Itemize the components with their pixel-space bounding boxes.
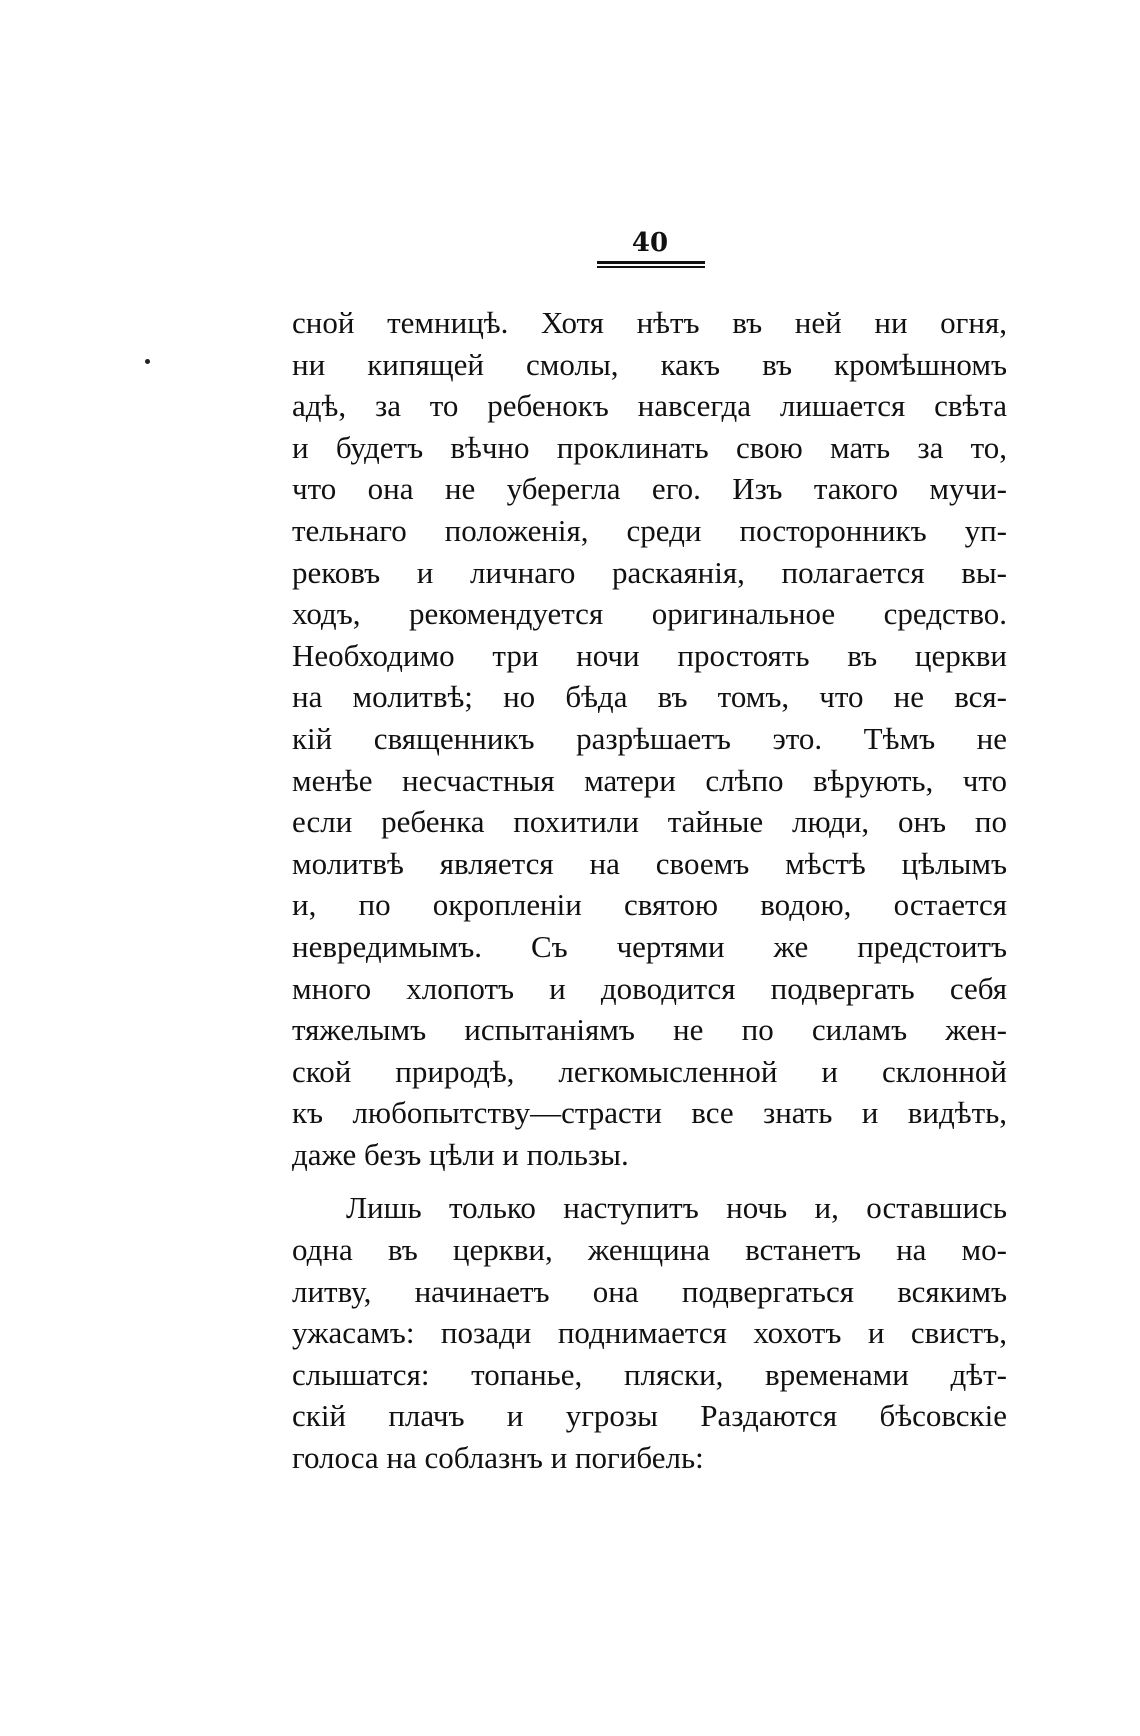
text-line: даже безъ цѣли и пользы. (292, 1136, 629, 1172)
text-line: много хлопотъ и доводится подвергать себя (292, 970, 1007, 1006)
text-line: скій плачъ и угрозы Раздаются бѣсовскіе (292, 1398, 1007, 1434)
text-line: ни кипящей смолы, какъ въ кромѣшномъ (292, 346, 1007, 382)
text-line: тяжелымъ испытаніямъ не по силамъ жен- (292, 1012, 1007, 1048)
paragraph-1 (292, 302, 1007, 1175)
text-line: адѣ, за то ребенокъ навсегда лишается свѣта (292, 388, 1007, 424)
text-line: невредимымъ. Съ чертями же предстоитъ (292, 928, 1007, 964)
paragraph-gap (292, 1175, 1007, 1187)
margin-dot (145, 359, 150, 364)
text-line: Лишь только наступитъ ночь и, оставшись (346, 1190, 1007, 1226)
text-line: тельнаго положенія, среди посторонникъ уп- (292, 512, 1007, 548)
text-line: литву, начинаетъ она подвергаться всякимъ (292, 1273, 1007, 1309)
text-line: ужасамъ: позади поднимается хохотъ и свистъ, (292, 1315, 1007, 1351)
text-line: ходъ, рекомендуется оригинальное средство. (292, 596, 1007, 632)
text-line: на молитвѣ; но бѣда въ томъ, что не вся- (292, 679, 1007, 715)
page-number: 40 (631, 228, 669, 258)
text-line: къ любопытству—страсти все знать и видѣть, (292, 1095, 1007, 1131)
text-line: и, по окропленіи святою водою, остается (292, 887, 1007, 923)
text-line: что она не уберегла его. Изъ такого мучи- (292, 471, 1007, 507)
text-line: одна въ церкви, женщина встанетъ на мо- (292, 1232, 1007, 1268)
body-text (292, 302, 1007, 1479)
text-line: менѣе несчастныя матери слѣпо вѣрують, что (292, 762, 1007, 798)
page-number-rule (597, 261, 705, 264)
page-number-rule-thin (597, 266, 705, 268)
text-line: Необходимо три ночи простоять въ церкви (292, 637, 1007, 673)
text-line: сной темницѣ. Хотя нѣтъ въ ней ни огня, (292, 305, 1007, 340)
text-line: кій священникъ разрѣшаетъ это. Тѣмъ не (292, 720, 1007, 756)
paragraph-2 (292, 1187, 1007, 1478)
text-line: рековъ и личнаго раскаянія, полагается вы- (292, 554, 1007, 590)
text-line: слышатся: топанье, пляски, временами дѣт- (292, 1356, 1007, 1392)
text-line: и будетъ вѣчно проклинать свою мать за то, (292, 429, 1007, 465)
text-line: молитвѣ является на своемъ мѣстѣ цѣлымъ (292, 845, 1007, 881)
text-line: если ребенка похитили тайные люди, онъ по (292, 804, 1007, 840)
text-line: голоса на соблазнъ и погибель: (292, 1440, 704, 1476)
text-line: ской природѣ, легкомысленной и склонной (292, 1053, 1007, 1089)
